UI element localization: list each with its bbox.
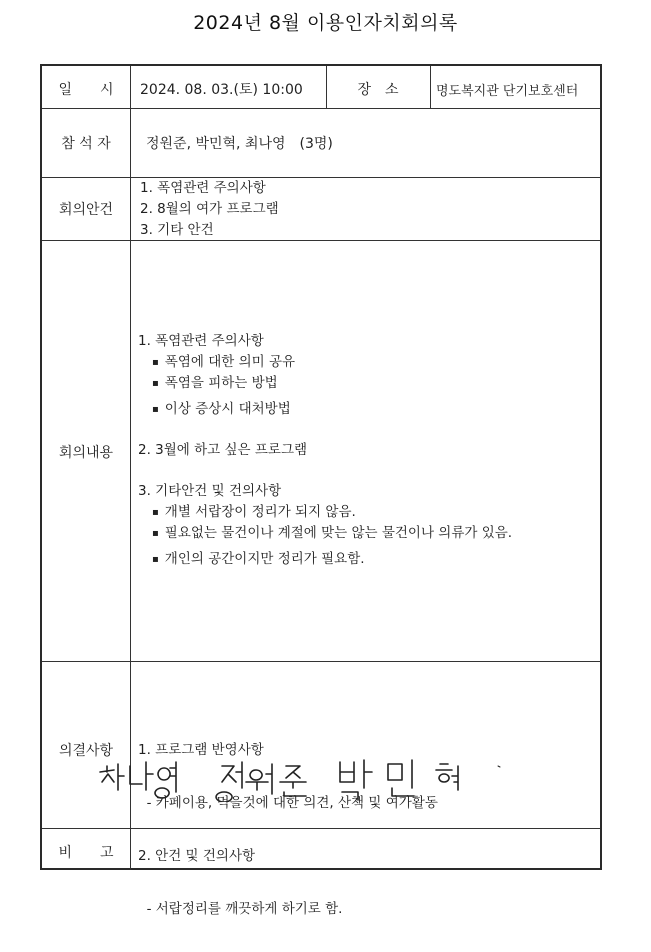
content-bullet: ▪ 개별 서랍장이 정리가 되지 않음. <box>138 502 512 523</box>
agenda-item: 2. 8월의 여가 프로그램 <box>140 201 279 217</box>
content-body <box>138 331 512 570</box>
content-label: 회의내용 <box>58 445 114 461</box>
content-section-title: 2. 3월에 하고 싶은 프로그램 <box>138 442 308 458</box>
content-bullet: ▪ 개인의 공간이지만 정리가 필요함. <box>138 549 512 570</box>
content-bullet: ▪ 폭염을 피하는 방법 <box>138 373 512 394</box>
date-value: 2024. 08. 03.(토) 10:00 <box>140 82 303 98</box>
resolution-line: 2. 안건 및 건의사항 <box>138 848 256 864</box>
minutes-table <box>40 64 602 917</box>
content-section-title: 1. 폭염관련 주의사항 <box>138 333 264 349</box>
resolution-body <box>138 708 438 952</box>
place-value: 명도복지관 단기보호센터 <box>436 84 579 99</box>
attendees-label: 참 석 자 <box>61 136 111 152</box>
content-bullet: ▪ 필요없는 물건이나 계절에 맞는 않는 물건이나 의류가 있음. <box>138 523 512 544</box>
document-title: 2024년 8월 이용인자치회의록 <box>193 12 458 34</box>
place-label: 장 소 <box>357 82 399 98</box>
attendees-value: 정원준, 박민혁, 최나영 (3명) <box>146 136 333 152</box>
remarks-label: 비 고 <box>58 845 114 861</box>
date-label: 일 시 <box>58 82 114 98</box>
content-bullet: ▪ 이상 증상시 대처방법 <box>138 399 512 420</box>
agenda-item: 3. 기타 안건 <box>140 222 214 238</box>
agenda-list <box>140 178 279 241</box>
resolution-line: - 카페이용, 먹을것에 대한 의견, 산책 및 여가활동 <box>138 795 438 811</box>
resolution-label: 의결사항 <box>58 743 114 759</box>
agenda-item: 1. 폭염관련 주의사항 <box>140 180 266 196</box>
content-section-title: 3. 기타안건 및 건의사항 <box>138 483 282 499</box>
resolution-line: - 서랍정리를 깨끗하게 하기로 함. <box>138 901 343 917</box>
resolution-line: 1. 프로그램 반영사항 <box>138 742 264 758</box>
content-bullet: ▪ 폭염에 대한 의미 공유 <box>138 352 512 373</box>
handwritten-signatures <box>96 752 556 802</box>
agenda-label: 회의안건 <box>58 202 114 218</box>
